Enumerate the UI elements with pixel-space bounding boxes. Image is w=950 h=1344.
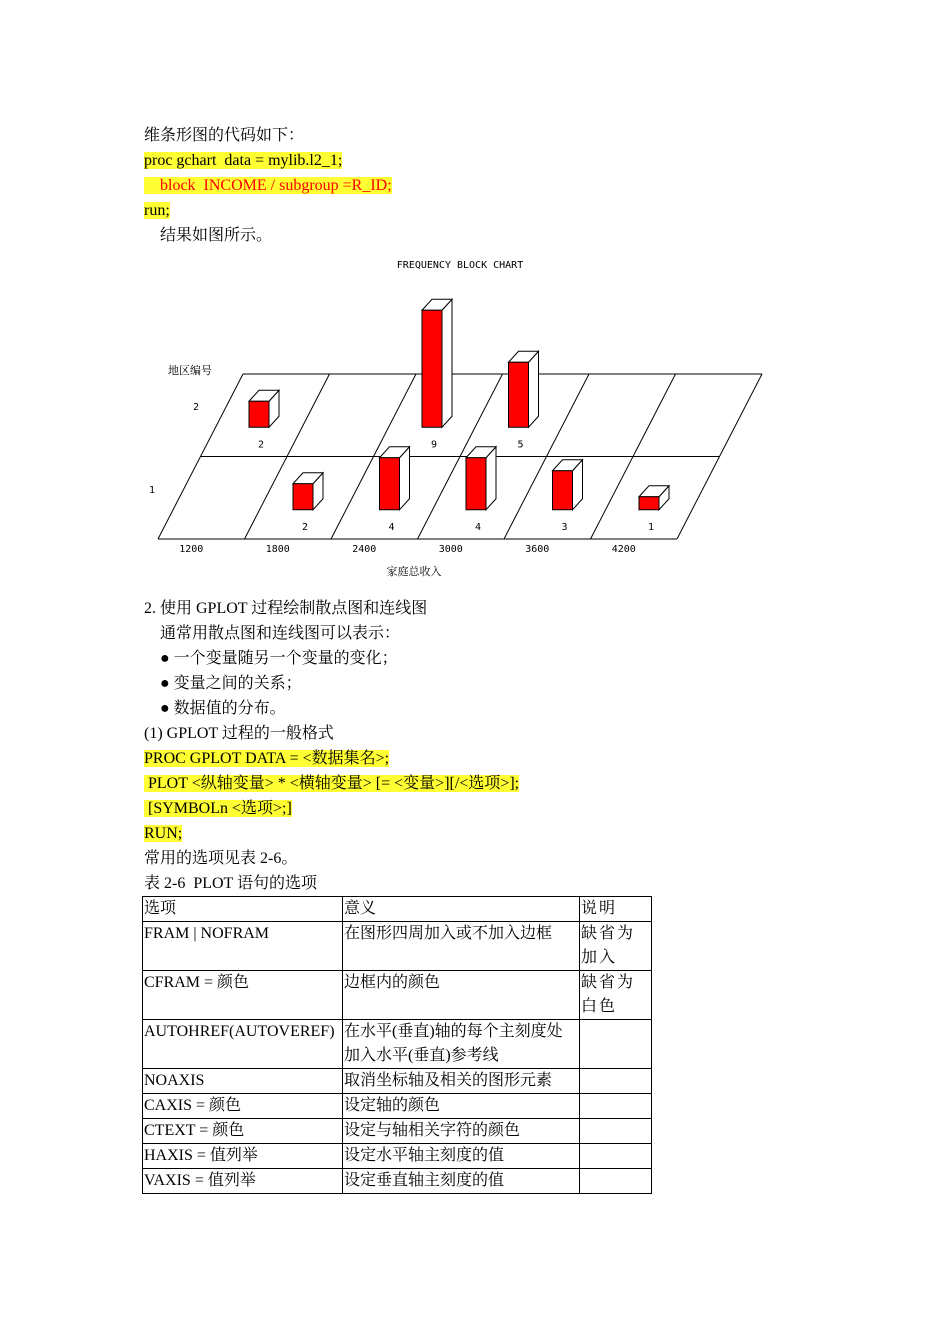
bar-value-label: 5 <box>517 439 524 451</box>
x-tick-label: 4200 <box>611 544 636 555</box>
format-heading: (1) GPLOT 过程的一般格式 <box>144 725 334 742</box>
table-row <box>143 1169 652 1194</box>
x-tick-label: 3000 <box>438 544 463 555</box>
table-cell: 设定轴的颜色 <box>343 1094 580 1119</box>
table-cell <box>580 1119 652 1144</box>
table-cell: 取消坐标轴及相关的图形元素 <box>343 1069 580 1094</box>
table-cell: FRAM | NOFRAM <box>143 922 343 971</box>
bar <box>466 447 496 510</box>
table-cell <box>580 1069 652 1094</box>
bar-value-label: 1 <box>647 521 655 533</box>
code-line-3: run; <box>144 202 170 219</box>
result-note: 结果如图所示。 <box>160 227 273 244</box>
row-label-1: 1 <box>148 485 156 496</box>
x-tick-label: 3600 <box>525 544 550 555</box>
bar-value-label: 2 <box>301 521 309 533</box>
block-chart <box>140 252 780 587</box>
table-cell: 设定垂直轴主刻度的值 <box>343 1169 580 1194</box>
table-cell: NOAXIS <box>143 1069 343 1094</box>
bar <box>509 351 539 427</box>
table-cell: VAXIS = 值列举 <box>143 1169 343 1194</box>
table-cell <box>580 1144 652 1169</box>
table-cell: 设定与轴相关字符的颜色 <box>343 1119 580 1144</box>
header-cell-option: 选项 <box>143 897 343 922</box>
x-tick-label: 2400 <box>352 544 377 555</box>
bar <box>639 486 669 510</box>
chart-title: FREQUENCY BLOCK CHART <box>396 260 524 271</box>
table-cell <box>580 1020 652 1069</box>
table-row <box>143 1094 652 1119</box>
row-axis-label: 地区编号 <box>168 364 212 377</box>
table-header-row <box>143 897 652 922</box>
table-reference: 常用的选项见表 2-6。 <box>144 850 298 867</box>
table-row <box>143 1020 652 1069</box>
x-tick-label: 1800 <box>265 544 290 555</box>
table-row <box>143 971 652 1020</box>
format-line-4: RUN; <box>144 825 183 842</box>
table-cell: 设定水平轴主刻度的值 <box>343 1144 580 1169</box>
code-line-2: block INCOME / subgroup =R_ID; <box>144 177 392 194</box>
table-caption: 表 2-6 PLOT 语句的选项 <box>144 875 318 892</box>
chart-grid <box>158 374 762 539</box>
bar-value-label: 9 <box>430 439 438 451</box>
section-heading: 2. 使用 GPLOT 过程绘制散点图和连线图 <box>144 600 428 617</box>
table-row <box>143 922 652 971</box>
bar <box>553 460 583 510</box>
bullet-dot-icon: ● <box>160 675 170 692</box>
header-cell-note: 说明 <box>580 897 652 922</box>
bar-value-label: 2 <box>257 439 265 451</box>
code-line-1: proc gchart data = mylib.l2_1; <box>144 152 343 169</box>
table-cell: 缺省为白色 <box>580 971 652 1020</box>
bar <box>380 447 410 510</box>
bullet-dot-icon: ● <box>160 700 170 717</box>
bar <box>249 390 279 427</box>
bullet-item-3: ● 数据值的分布。 <box>160 700 286 717</box>
bar <box>293 473 323 510</box>
table-cell <box>580 1094 652 1119</box>
table-row <box>143 1119 652 1144</box>
table-cell: CTEXT = 颜色 <box>143 1119 343 1144</box>
table-cell <box>580 1169 652 1194</box>
row-label-2: 2 <box>192 402 200 413</box>
bar-value-label: 4 <box>474 521 482 533</box>
bullet-item-1: ● 一个变量随另一个变量的变化； <box>160 650 398 667</box>
section-intro: 通常用散点图和连线图可以表示： <box>160 625 401 642</box>
table-cell: 缺省为加入 <box>580 922 652 971</box>
x-axis-label: 家庭总收入 <box>386 565 442 578</box>
options-table <box>142 896 652 1194</box>
code-caption: 维条形图的代码如下： <box>144 127 305 144</box>
table-cell: HAXIS = 值列举 <box>143 1144 343 1169</box>
header-cell-meaning: 意义 <box>343 897 580 922</box>
x-tick-label: 1200 <box>179 544 204 555</box>
format-line-1: PROC GPLOT DATA = <数据集名>; <box>144 750 390 767</box>
table-row <box>143 1069 652 1094</box>
format-line-2: PLOT <纵轴变量> * <横轴变量> [= <变量>][/<选项>]; <box>144 775 520 792</box>
table-cell: 边框内的颜色 <box>343 971 580 1020</box>
table-cell: AUTOHREF(AUTOVEREF) <box>143 1020 343 1069</box>
bullet-dot-icon: ● <box>160 650 170 667</box>
bar-value-label: 4 <box>388 521 395 533</box>
format-line-3: [SYMBOLn <选项>;] <box>144 800 292 817</box>
table-cell: 在水平(垂直)轴的每个主刻度处加入水平(垂直)参考线 <box>343 1020 580 1069</box>
bar <box>422 299 452 427</box>
bar-value-label: 3 <box>561 521 568 533</box>
table-row <box>143 1144 652 1169</box>
table-cell: CFRAM = 颜色 <box>143 971 343 1020</box>
bullet-item-2: ● 变量之间的关系； <box>160 675 302 692</box>
table-cell: CAXIS = 颜色 <box>143 1094 343 1119</box>
table-cell: 在图形四周加入或不加入边框 <box>343 922 580 971</box>
